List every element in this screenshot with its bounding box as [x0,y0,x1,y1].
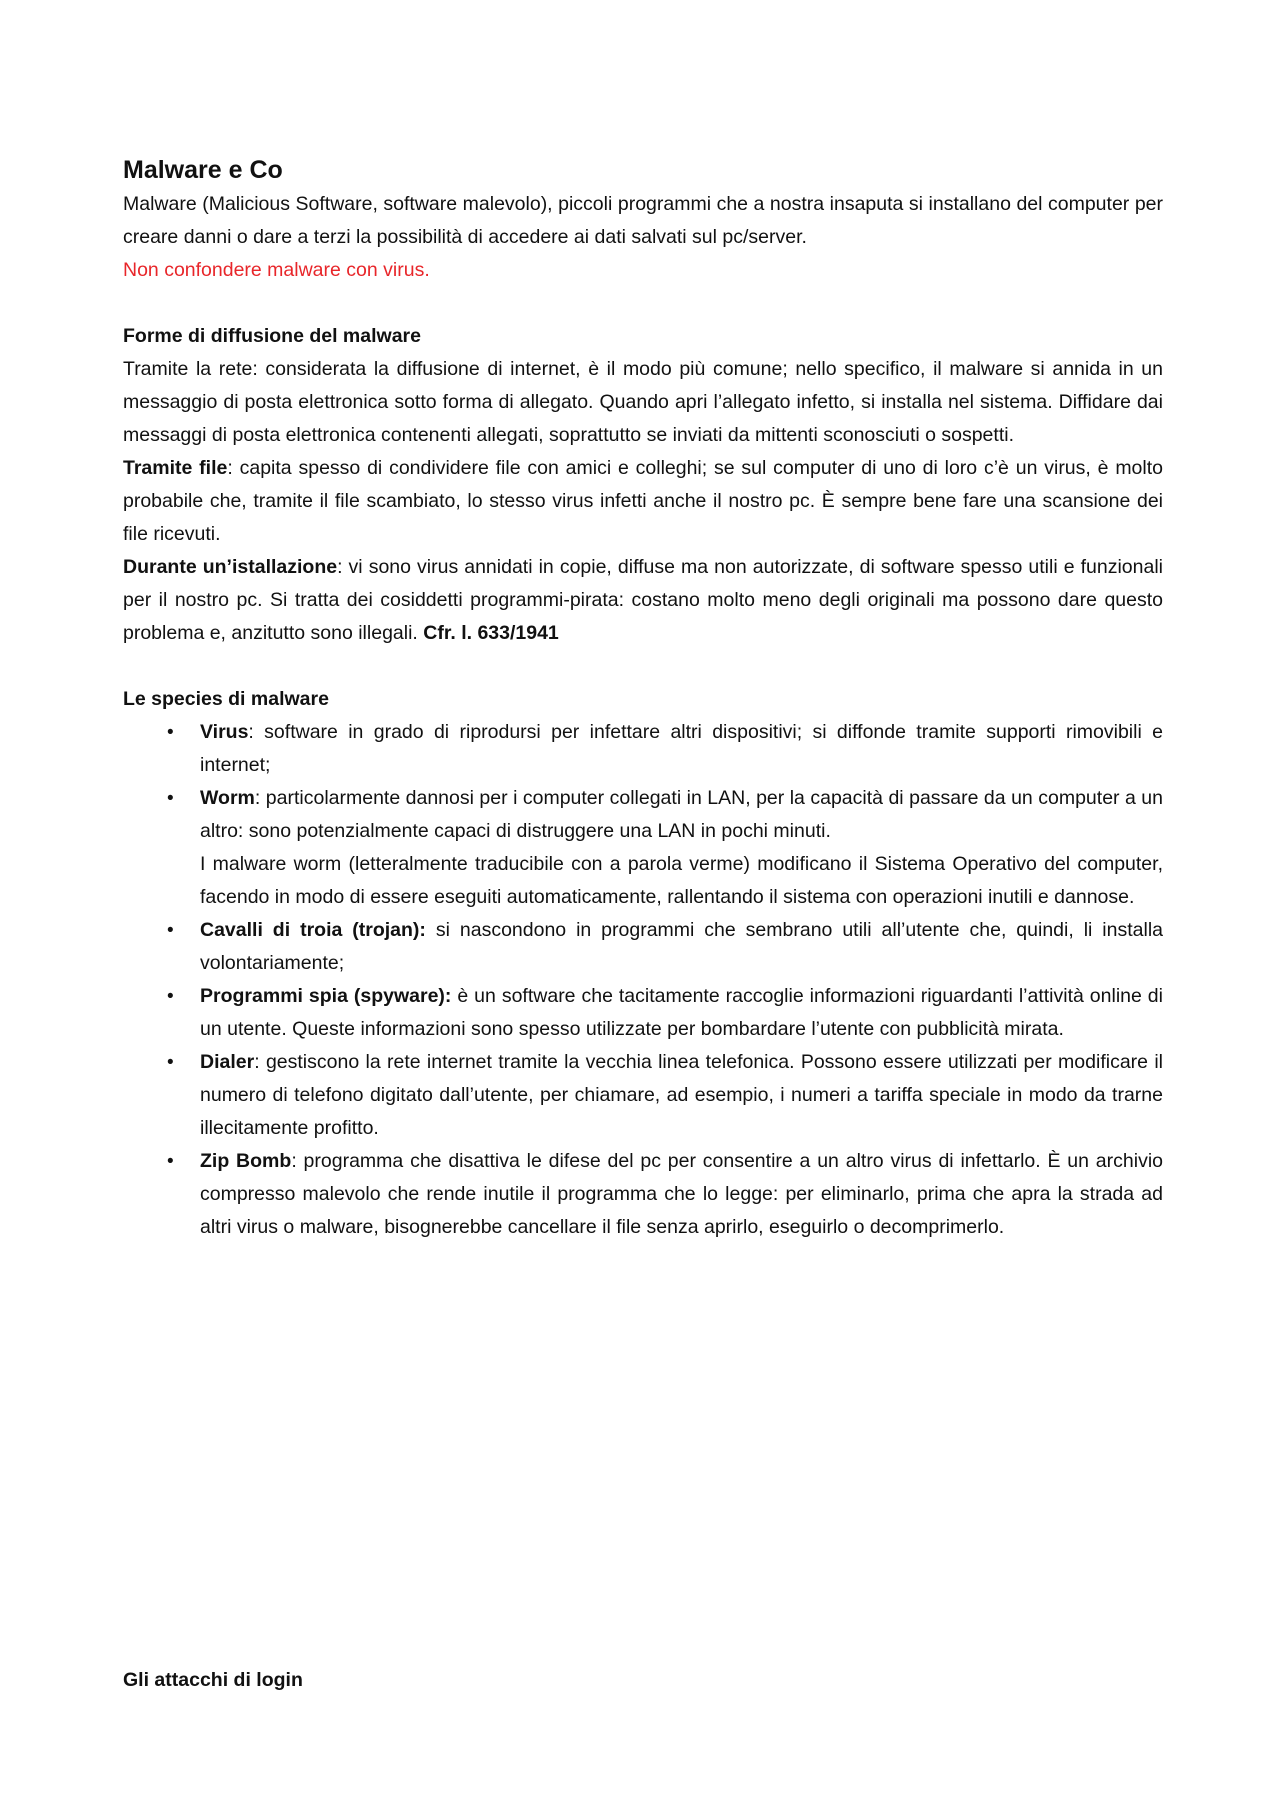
bullet-icon: • [167,986,174,1007]
document-page [123,152,1163,1244]
diffusion-install-text: : vi sono virus annidati in copie, diffuse ma non autorizzate, di software spesso utili e funzionali per il nostro pc. Si tratta dei cosiddetti programmi-pirata: costano molto meno degli originali ma possono dare questo problema e, anzitutto sono illegali. [123,556,1164,644]
list-item-spyware [123,980,1163,1046]
bullet-icon: • [167,722,174,743]
document-title: Malware e Co [123,156,283,184]
item-text: si nascondono in programmi che sembrano utili all’utente che, quindi, li installa volontariamente; [200,919,1164,974]
diffusion-heading: Forme di diffusione del malware [123,325,421,347]
login-attacks-heading: Gli attacchi di login [123,1669,303,1691]
list-item-zip-bomb [123,1145,1163,1244]
spacer [123,287,1163,320]
diffusion-file-text: : capita spesso di condividere file con amici e colleghi; se sul computer di uno di loro c’è un virus, è molto probabile che, tramite il file scambiato, lo stesso virus infetti anche il nostro pc. È sempre bene fare una scansione dei file ricevuti. [123,457,1163,545]
list-item-dialer [123,1046,1163,1145]
item-label: Virus [200,721,249,743]
bullet-icon: • [167,920,174,941]
item-label: Zip Bomb [200,1150,292,1172]
bullet-icon: • [167,1052,174,1073]
item-label: Dialer [200,1051,255,1073]
diffusion-install-reference: Cfr. l. 633/1941 [423,622,559,644]
diffusion-network-paragraph: Tramite la rete: considerata la diffusione di internet, è il modo più comune; nello specifico, il malware si annida in un messaggio di posta elettronica sotto forma di allegato. Quando apri l’allegato infetto, si installa nel sistema. Diffidare dai messaggi di posta elettronica contenenti allegati, soprattutto se inviati da mittenti sconosciuti o sospetti. [123,358,1163,446]
intro-paragraph: Malware (Malicious Software, software malevolo), piccoli programmi che a nostra insaputa si installano del computer per creare danni o dare a terzi la possibilità di accedere ai dati salvati sul pc/server. [123,193,1163,248]
diffusion-install-label: Durante un’istallazione [123,556,338,578]
item-extra-text: I malware worm (letteralmente traducibile con a parola verme) modificano il Sistema Operativo del computer, facendo in modo di essere eseguiti automaticamente, rallentando il sistema con operazioni inutili e dannose. [200,853,1163,908]
list-item-trojan [123,914,1163,980]
item-label: Programmi spia (spyware): [200,985,452,1007]
list-item-worm [123,782,1163,914]
species-heading: Le species di malware [123,688,329,710]
spacer [123,650,1163,683]
item-label: Worm [200,787,255,809]
diffusion-install-paragraph [123,551,1163,650]
item-text: : software in grado di riprodursi per infettare altri dispositivi; si diffonde tramite supporti rimovibili e internet; [200,721,1163,776]
diffusion-file-paragraph [123,452,1163,551]
list-item-virus [123,716,1163,782]
bullet-icon: • [167,788,174,809]
item-text: : particolarmente dannosi per i computer collegati in LAN, per la capacità di passare da un computer a un altro: sono potenzialmente capaci di distruggere una LAN in pochi minuti. [200,787,1163,842]
item-text: : gestiscono la rete internet tramite la vecchia linea telefonica. Possono essere utilizzati per modificare il numero di telefono digitato dall’utente, per chiamare, ad esempio, i numeri a tariffa speciale in modo da trarne illecitamente profitto. [200,1051,1163,1139]
item-label: Cavalli di troia (trojan): [200,919,426,941]
diffusion-file-label: Tramite file [123,457,228,479]
item-text: : programma che disattiva le difese del pc per consentire a un altro virus di infettarlo. È un archivio compresso malevolo che rende inutile il programma che lo legge: per eliminarlo, prima che apra la strada ad altri virus o malware, bisognerebbe cancellare il file senza aprirlo, eseguirlo o decomprimerlo. [200,1150,1163,1238]
warning-note: Non confondere malware con virus. [123,259,430,281]
item-text: è un software che tacitamente raccoglie informazioni riguardanti l’attività online di un utente. Queste informazioni sono spesso utilizzate per bombardare l’utente con pubblicità mirata. [200,985,1163,1040]
species-list [123,716,1163,1244]
bullet-icon: • [167,1151,174,1172]
